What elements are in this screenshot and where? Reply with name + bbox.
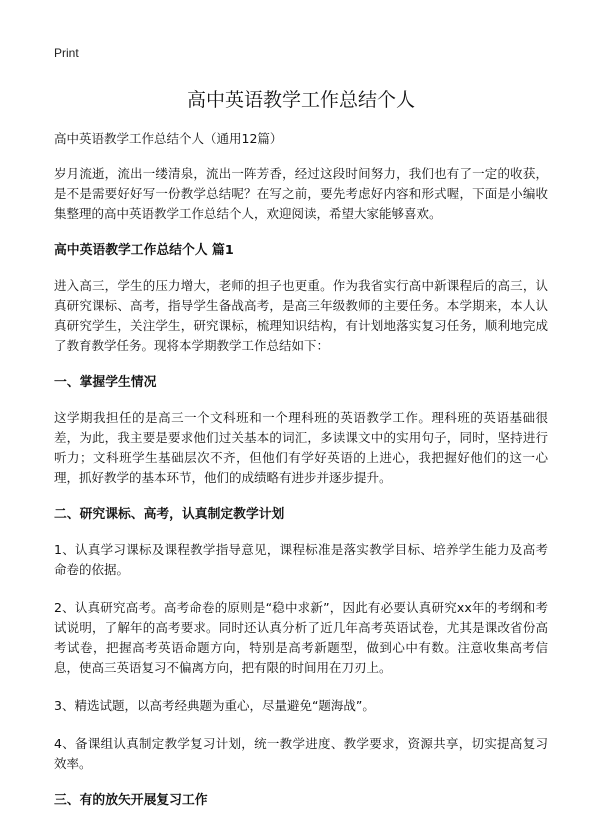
section-1-paragraph: 这学期我担任的是高三一个文科班和一个理科班的英语教学工作。理科班的英语基础很差，为此，我主要是要求他们过关基本的词汇，多读课文中的实用句子，同时，坚持进行听力；文科班学生基础层次不齐，但他们有学好英语的上进心，我把握好他们的这一心理，抓好教学的基本环节，他们的成绩略有进步并逐步提升。 (54, 410, 548, 485)
list-item-4: 4、备课组认真制定教学复习计划，统一教学进度、教学要求，资源共享，切实提高复习效率。 (54, 736, 548, 771)
intro-paragraph: 岁月流逝，流出一缕清泉，流出一阵芳香，经过这段时间努力，我们也有了一定的收获，是不是需要好好写一份教学总结呢？在写之前，要先考虑好内容和形式喔，下面是小编收集整理的高中英语教学工作总结个人，欢迎阅读，希望大家能够喜欢。 (54, 166, 548, 221)
section-heading-3: 三、有的放矢开展复习工作 (54, 793, 208, 808)
print-link[interactable]: Print (54, 46, 79, 60)
list-item-3: 3、精选试题，以高考经典题为重心，尽量避免“题海战”。 (54, 698, 375, 713)
list-item-1: 1、认真学习课标及课程教学指导意见，课程标准是落实教学目标、培养学生能力及高考命卷的依据。 (54, 542, 548, 577)
list-item-2: 2、认真研究高考。高考命卷的原则是“稳中求新”，因此有必要认真研究xx年的考纲和考试说明，了解年的高考要求。同时还认真分析了近几年高考英语试卷，尤其是课改省份高考试卷，把握高考英语命题方向，特别是高考新题型，做到心中有数。注意收集高考信息，使高三英语复习不偏离方向，把有限的时间用在刀刃上。 (54, 600, 548, 675)
article-heading: 高中英语教学工作总结个人 篇1 (54, 243, 234, 258)
document-title: 高中英语教学工作总结个人 (186, 89, 415, 111)
section-heading-2: 二、研究课标、高考，认真制定教学计划 (54, 507, 285, 522)
document-subtitle: 高中英语教学工作总结个人（通用12篇） (54, 131, 283, 146)
article-lead-paragraph: 进入高三，学生的压力增大，老师的担子也更重。作为我省实行高中新课程后的高三，认真研究课标、高考，指导学生备战高考，是高三年级教师的主要任务。本学期来，本人认真研究学生，关注学生，研究课标，梳理知识结构，有计划地落实复习任务，顺利地完成了教育教学任务。现将本学期教学工作总结如下： (54, 278, 548, 353)
section-heading-1: 一、掌握学生情况 (54, 375, 157, 390)
